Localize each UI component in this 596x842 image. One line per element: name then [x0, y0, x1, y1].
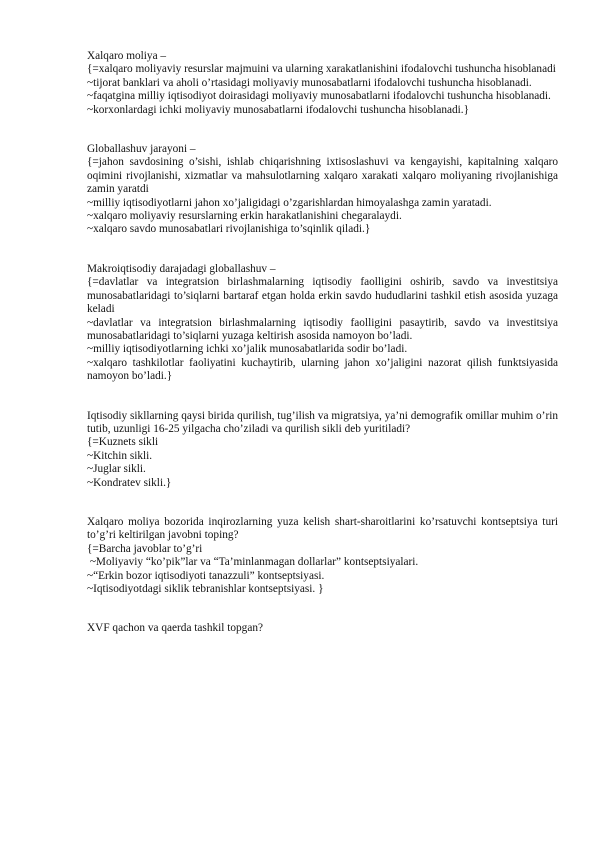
answer-option: ~xalqaro moliyaviy resurslarning erkin harakatlanishini chegaralaydi.	[87, 210, 402, 223]
question-text: Xalqaro moliya –	[87, 50, 167, 62]
question-text: Iqtisodiy sikllarning qaysi birida qurilish, tug’ilish va migratsiya, ya’ni demografik omillar muhim o’rin tutib, uzunligi 16-25 yilgacha cho’ziladi va qurilish sikli deb yuritiladi?	[87, 409, 558, 435]
answer-option: ~Kitchin sikli.	[87, 449, 153, 462]
question-block-1	[87, 50, 558, 117]
question-text: Xalqaro moliya bozorida inqirozlarning yuza kelish shart-sharoitlarini ko’rsatuvchi kontseptsiya turi to’g’ri keltirilgan javobni toping?	[87, 515, 558, 542]
answer-option: ~xalqaro tashkilotlar faoliyatini kuchaytirib, ularning jahon xo’jaligini nazorat qilish funktsiyasida namoyon bo’ladi.}	[87, 356, 558, 383]
answer-correct: {=davlatlar va integratsion birlashmalarning iqtisodiy faolligini oshirib, savdo va investitsiya munosabatlaridagi to’siqlarni bartaraf etgan holda erkin savdo hududlarini tashkil etish asosida yuzaga keladi	[87, 276, 558, 316]
answer-correct: {=Barcha javoblar to’g’ri	[87, 542, 203, 555]
answer-option: ~Kondratev sikli.}	[87, 476, 172, 489]
answer-option: ~Moliyaviy “ko’pik”lar va “Ta’minlanmagan dollarlar” kontseptsiyalari.	[87, 556, 419, 569]
question-block-6	[87, 622, 558, 635]
question-block-2	[87, 143, 558, 237]
answer-option: ~milliy iqtisodiyotlarning ichki xo’jalik munosabatlarida sodir bo’ladi.	[87, 343, 408, 356]
question-text: Globallashuv jarayoni –	[87, 143, 196, 156]
answer-option: ~davlatlar va integratsion birlashmalarning iqtisodiy faolligini pasaytirib, savdo va investitsiya munosabatlaridagi to’siqlarni yuzaga keltirish asosida namoyon bo’ladi.	[87, 316, 558, 342]
answer-option: ~Iqtisodiyotdagi siklik tebranishlar kontseptsiyasi. }	[87, 583, 324, 595]
question-text: Makroiqtisodiy darajadagi globallashuv –	[87, 262, 276, 275]
answer-correct: {=jahon savdosining o’sishi, ishlab chiqarishning ixtisoslashuvi va kengayishi, kapitalning xalqaro oqimini rivojlanishi, xizmatlar va mahsulotlarning xalqaro xarakati xalqaro moliyaning rivojlanishiga zamin yaratdi	[87, 156, 558, 196]
question-text: XVF qachon va qaerda tashkil topgan?	[87, 622, 263, 635]
answer-correct: {=xalqaro moliyaviy resurslar majmuini va ularning xarakatlanishini ifodalovchi tushuncha hisoblanadi	[87, 63, 556, 76]
question-block-3	[87, 263, 558, 384]
answer-correct: {=Kuznets sikli	[87, 436, 159, 449]
answer-option: ~milliy iqtisodiyotlarni jahon xo’jaligidagi o’zgarishlardan himoyalashga zamin yaratadi.	[87, 196, 492, 209]
answer-option: ~korxonlardagi ichki moliyaviy munosabatlarni ifodalovchi tushuncha hisoblanadi.}	[87, 103, 470, 116]
answer-option: ~faqatgina milliy iqtisodiyot doirasidagi moliyaviy munosabatlarni ifodalovchi tushuncha hisoblanadi.	[87, 90, 551, 103]
answer-option: ~tijorat banklari va aholi o’rtasidagi moliyaviy munosabatlarni ifodalovchi tushuncha hisoblanadi.	[87, 76, 532, 89]
question-block-4	[87, 410, 558, 490]
answer-option: ~“Erkin bozor iqtisodiyoti tanazzuli” kontseptsiyasi.	[87, 569, 325, 582]
question-block-5	[87, 516, 558, 596]
answer-option: ~xalqaro savdo munosabatlari rivojlanishiga to’sqinlik qiladi.}	[87, 223, 371, 236]
answer-option: ~Juglar sikli.	[87, 463, 146, 476]
